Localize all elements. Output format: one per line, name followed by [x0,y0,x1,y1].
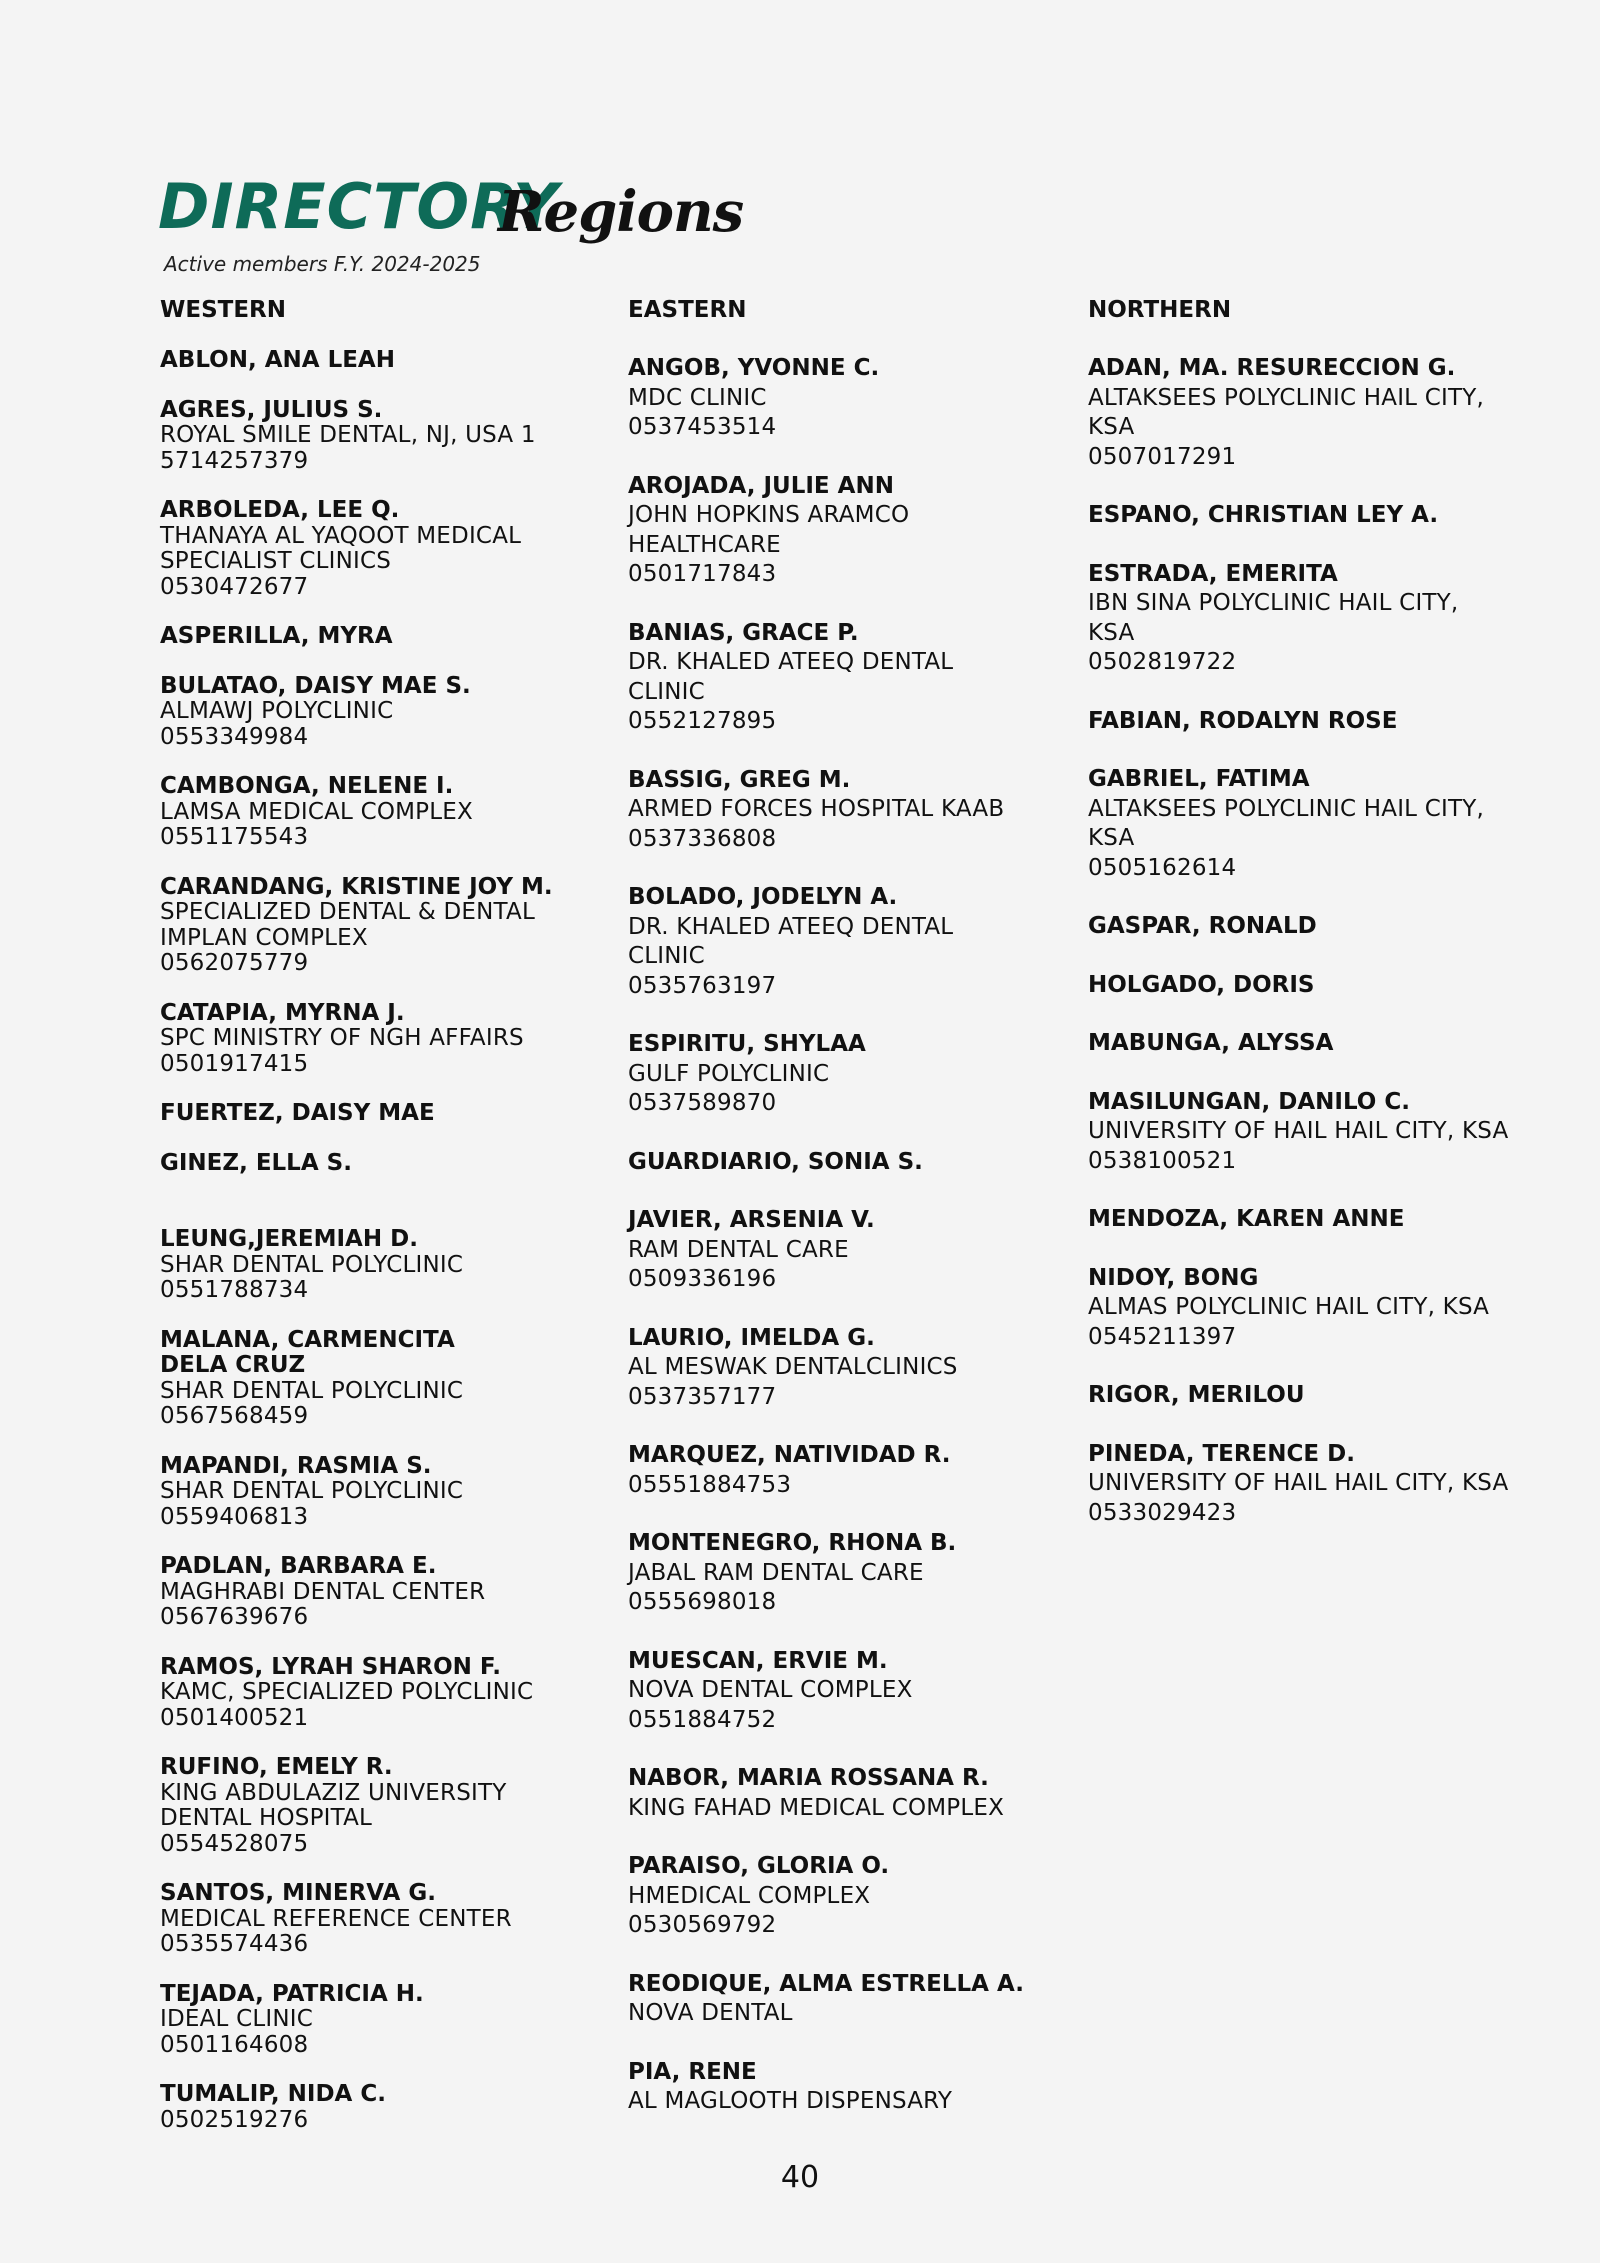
member-entry [628,1852,1048,1941]
member-name: ANGOB, YVONNE C. [628,355,880,381]
member-phone: 0562075779 [160,950,309,976]
member-entry [160,875,580,977]
member-workplace: IBN SINA POLYCLINIC HAIL CITY, [1088,590,1459,616]
member-workplace: NOVA DENTAL [628,2000,793,2026]
member-workplace: SPECIALIST CLINICS [160,548,392,574]
member-phone: 0509336196 [628,1266,777,1292]
member-entry [160,1227,580,1304]
member-name: NABOR, MARIA ROSSANA R. [628,1765,989,1791]
member-name: FUERTEZ, DAISY MAE [160,1100,435,1126]
member-phone: 0501717843 [628,561,777,587]
member-entry [160,774,580,851]
member-phone: 0552127895 [628,708,777,734]
member-workplace: AL MAGLOOTH DISPENSARY [628,2088,953,2114]
member-name: MONTENEGRO, RHONA B. [628,1530,957,1556]
member-phone: 5714257379 [160,447,309,474]
spacer [160,1200,580,1227]
member-phone: 0567639676 [160,1604,309,1630]
member-entry [160,498,580,600]
member-workplace: RAM DENTAL CARE [628,1236,849,1263]
member-workplace: HMEDICAL COMPLEX [628,1882,871,1909]
member-name: AROJADA, JULIE ANN [628,472,894,499]
member-name: LAURIO, IMELDA G. [628,1324,875,1351]
member-name: TUMALIP, NIDA C. [160,2081,386,2107]
member-entry [628,883,1048,1001]
member-name: HOLGADO, DORIS [1088,971,1315,998]
member-workplace: LAMSA MEDICAL COMPLEX [160,798,473,825]
member-name: RIGOR, MERILOU [1088,1382,1305,1408]
member-workplace: KSA [1088,825,1135,851]
region-column-western [160,296,580,2157]
member-entry [628,1441,1048,1500]
member-entry [628,766,1048,855]
member-workplace: UNIVERSITY OF HAIL HAIL CITY, KSA [1088,1470,1509,1496]
member-phone: 0554528075 [160,1830,309,1857]
member-workplace: DENTAL HOSPITAL [160,1805,373,1831]
member-entry [628,1030,1048,1119]
member-entry [160,1454,580,1531]
member-name: GABRIEL, FATIMA [1088,766,1310,792]
member-entry [160,1881,580,1958]
member-phone: 0501917415 [160,1050,309,1077]
member-phone: 0551884752 [628,1706,777,1733]
member-entry [1088,1264,1518,1353]
member-name: MUESCAN, ERVIE M. [628,1647,888,1674]
member-entry [160,2082,580,2133]
page-number: 40 [780,2160,820,2195]
member-phone: 0507017291 [1088,443,1237,470]
member-name: FABIAN, RODALYN ROSE [1088,707,1398,734]
member-phone: 0502519276 [160,2106,309,2133]
member-entry [160,1982,580,2059]
member-name: ESPIRITU, SHYLAA [628,1031,866,1057]
member-entry [1088,1440,1518,1529]
member-entry [160,398,580,475]
member-workplace: ALMAS POLYCLINIC HAIL CITY, KSA [1088,1294,1490,1320]
member-phone: 0537357177 [628,1383,777,1410]
member-phone: 0559406813 [160,1503,309,1530]
member-entry [1088,912,1518,942]
member-entry [1088,501,1518,531]
member-workplace: CLINIC [628,678,705,705]
member-name: PINEDA, TERENCE D. [1088,1440,1355,1467]
member-name: MAPANDI, RASMIA S. [160,1452,432,1479]
member-name: ABLON, ANA LEAH [160,347,395,373]
member-name: PADLAN, BARBARA E. [160,1553,437,1579]
member-phone: 0533029423 [1088,1499,1237,1526]
member-workplace: MDC CLINIC [628,384,767,411]
member-phone: 0537589870 [628,1090,777,1116]
member-name: JAVIER, ARSENIA V. [628,1207,875,1233]
member-workplace: IMPLAN COMPLEX [160,924,368,951]
member-name: CATAPIA, MYRNA J. [160,999,405,1026]
member-name: TEJADA, PATRICIA H. [160,1980,424,2007]
member-entry [628,354,1048,443]
member-name: MALANA, CARMENCITA DELA CRUZ [160,1326,455,1378]
member-workplace: ROYAL SMILE DENTAL, NJ, USA 1 [160,422,536,448]
member-entry [160,1755,580,1857]
region-heading: WESTERN [160,297,287,323]
member-name: BULATAO, DAISY MAE S. [160,672,471,699]
member-workplace: ALMAWJ POLYCLINIC [160,698,394,724]
member-workplace: ALTAKSEES POLYCLINIC HAIL CITY, [1088,384,1484,411]
member-phone: 0555698018 [628,1589,777,1615]
member-entry [628,1324,1048,1413]
member-name: PARAISO, GLORIA O. [628,1853,890,1879]
member-entry [1088,1205,1518,1235]
member-entry [1088,560,1518,678]
member-phone: 0505162614 [1088,854,1237,881]
member-name: ASPERILLA, MYRA [160,623,393,649]
member-name: ARBOLEDA, LEE Q. [160,497,400,523]
member-name: PIA, RENE [628,2058,757,2085]
member-entry [628,472,1048,590]
member-entry [160,348,580,374]
member-phone: 0537336808 [628,825,777,852]
member-entry [1088,354,1518,472]
member-entry [628,1206,1048,1295]
member-name: BASSIG, GREG M. [628,766,851,793]
member-entry [1088,1381,1518,1411]
member-entry [628,1647,1048,1736]
member-workplace: JABAL RAM DENTAL CARE [628,1559,924,1586]
member-phone: 0551175543 [160,824,309,850]
member-entry [1088,971,1518,1001]
member-entry [628,619,1048,737]
member-name: MARQUEZ, NATIVIDAD R. [628,1442,951,1468]
member-name: REODIQUE, ALMA ESTRELLA A. [628,1970,1024,1997]
member-entry [628,1529,1048,1618]
member-name: BOLADO, JODELYN A. [628,884,898,910]
member-workplace: GULF POLYCLINIC [628,1060,830,1087]
member-name: GINEZ, ELLA S. [160,1149,352,1176]
member-phone: 0551788734 [160,1277,309,1303]
member-workplace: IDEAL CLINIC [160,2006,313,2032]
member-phone: 0545211397 [1088,1323,1237,1350]
member-phone: 0535574436 [160,1931,309,1957]
member-workplace: DR. KHALED ATEEQ DENTAL [628,913,954,940]
member-phone: 0501164608 [160,2031,309,2058]
member-entry [1088,1088,1518,1177]
member-workplace: THANAYA AL YAQOOT MEDICAL [160,522,522,549]
member-workplace: SPC MINISTRY OF NGH AFFAIRS [160,1025,524,1051]
member-entry [160,1554,580,1631]
member-entry [160,1101,580,1127]
member-workplace: ALTAKSEES POLYCLINIC HAIL CITY, [1088,795,1484,822]
member-name: CAMBONGA, NELENE I. [160,773,454,799]
page-title: DIRECTORY [158,170,560,243]
member-workplace: KING FAHAD MEDICAL COMPLEX [628,1794,1005,1821]
member-entry [1088,765,1518,883]
member-name: ESTRADA, EMERITA [1088,560,1338,587]
member-phone: 0535763197 [628,972,777,999]
member-entry [628,1970,1048,2029]
member-phone: 0502819722 [1088,649,1237,675]
member-name: RAMOS, LYRAH SHARON F. [160,1653,501,1680]
member-phone: 0537453514 [628,414,777,440]
member-entry [160,1328,580,1430]
member-name: BANIAS, GRACE P. [628,619,859,646]
region-heading: EASTERN [628,297,747,323]
member-name: RUFINO, EMELY R. [160,1754,393,1780]
member-workplace: SHAR DENTAL POLYCLINIC [160,1377,464,1404]
member-entry [628,1148,1048,1178]
member-entry [160,1001,580,1078]
member-workplace: CLINIC [628,943,705,969]
member-workplace: JOHN HOPKINS ARAMCO [628,502,910,528]
member-phone: 0538100521 [1088,1147,1237,1174]
member-workplace: NOVA DENTAL COMPLEX [628,1677,913,1703]
page-subtitle: Active members F.Y. 2024-2025 [164,252,481,276]
member-phone: 0530472677 [160,573,309,600]
member-entry [628,1764,1048,1823]
member-phone: 0567568459 [160,1403,309,1429]
page-title-script: Regions [498,179,744,245]
member-workplace: AL MESWAK DENTALCLINICS [628,1354,958,1380]
member-entry [628,2058,1048,2117]
member-workplace: SPECIALIZED DENTAL & DENTAL [160,899,535,925]
member-name: ESPANO, CHRISTIAN LEY A. [1088,502,1439,528]
member-phone: 0553349984 [160,723,309,750]
member-entry [160,624,580,650]
member-workplace: SHAR DENTAL POLYCLINIC [160,1251,464,1278]
member-workplace: UNIVERSITY OF HAIL HAIL CITY, KSA [1088,1118,1509,1144]
member-workplace: MAGHRABI DENTAL CENTER [160,1578,486,1605]
member-name: NIDOY, BONG [1088,1264,1259,1291]
member-workplace: KSA [1088,414,1135,440]
member-entry [160,674,580,751]
member-name: MABUNGA, ALYSSA [1088,1030,1334,1056]
member-entry [1088,1029,1518,1059]
member-workplace: KAMC, SPECIALIZED POLYCLINIC [160,1679,534,1705]
member-phone: 05551884753 [628,1471,792,1498]
region-heading: NORTHERN [1088,297,1232,323]
member-name: AGRES, JULIUS S. [160,396,383,423]
member-workplace: HEALTHCARE [628,531,781,558]
member-workplace: DR. KHALED ATEEQ DENTAL [628,649,954,675]
member-name: MENDOZA, KAREN ANNE [1088,1206,1405,1232]
member-name: GUARDIARIO, SONIA S. [628,1148,923,1175]
member-name: LEUNG,JEREMIAH D. [160,1226,418,1252]
member-workplace: SHAR DENTAL POLYCLINIC [160,1478,464,1504]
region-column-northern [1088,296,1518,1557]
member-name: GASPAR, RONALD [1088,913,1317,939]
member-name: SANTOS, MINERVA G. [160,1880,436,1906]
member-entry [160,1151,580,1177]
member-phone: 0530569792 [628,1912,777,1938]
member-workplace: ARMED FORCES HOSPITAL KAAB [628,796,1005,822]
member-name: MASILUNGAN, DANILO C. [1088,1088,1410,1115]
member-entry [160,1655,580,1732]
member-phone: 0501400521 [160,1704,309,1731]
member-workplace: KING ABDULAZIZ UNIVERSITY [160,1779,507,1806]
member-name: ADAN, MA. RESURECCION G. [1088,355,1456,381]
member-workplace: KSA [1088,619,1135,646]
member-workplace: MEDICAL REFERENCE CENTER [160,1905,512,1932]
member-name: CARANDANG, KRISTINE JOY M. [160,873,553,900]
region-column-eastern [628,296,1048,2146]
member-entry [1088,707,1518,737]
